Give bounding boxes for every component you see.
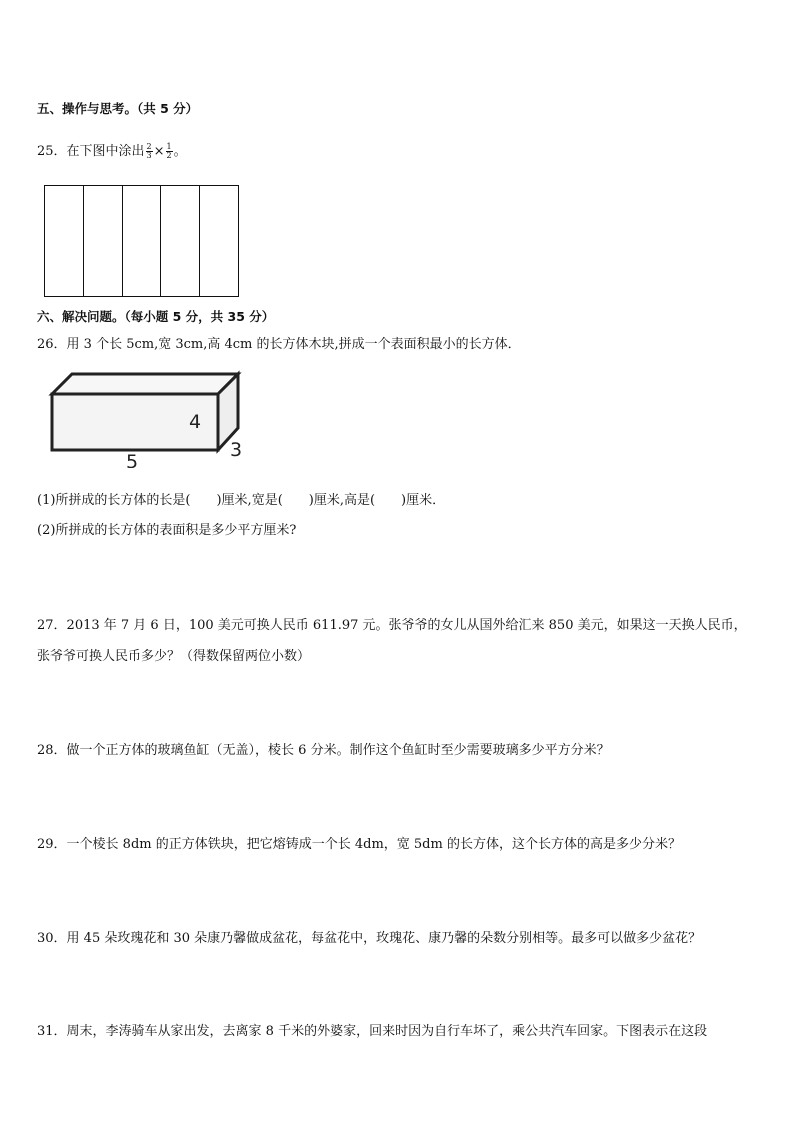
q25-prefix: 25．在下图中涂出 [37,144,145,159]
question-26: 26．用 3 个长 5cm,宽 3cm,高 4cm 的长方体木块,拼成一个表面积最小的长方体． [37,337,521,352]
depth-label: 3 [230,439,243,461]
times-sign: × [153,144,165,159]
question-28: 28．做一个正方体的玻璃鱼缸（无盖），棱长 6 分米。制作这个鱼缸时至少需要玻璃多少平方分米？ [37,743,610,758]
question-25 [37,140,187,160]
section-6-title: 六、解决问题。（每小题 5 分，共 35 分） [37,309,275,324]
question-26-part-2: (2)所拼成的长方体的表面积是多少平方厘米? [37,523,297,538]
fraction-numerator: 1 [166,142,172,151]
grid-cell [84,186,123,296]
question-29: 29．一个棱长 8dm 的正方体铁块，把它熔铸成一个长 4dm，宽 5dm 的长方体，这个长方体的高是多少分米？ [37,837,681,852]
section-5-title: 五、操作与思考。（共 5 分） [37,101,199,116]
question-30: 30．用 45 朵玫瑰花和 30 朵康乃馨做成盆花，每盆花中，玫瑰花、康乃馨的朵数分别相等。最多可以做多少盆花？ [37,931,702,946]
cuboid-top-face [52,374,238,394]
question-27-line-2: 张爷爷可换人民币多少？（得数保留两位小数） [37,649,311,664]
fraction-numerator: 2 [146,142,152,151]
question-27-line-1: 27．2013 年 7 月 6 日，100 美元可换人民币 611.97 元。张爷爷的女儿从国外给汇来 850 美元，如果这一天换人民币， [37,618,747,633]
fraction-denominator: 3 [146,151,152,160]
cuboid-figure [46,368,251,468]
q25-suffix: 。 [173,144,187,159]
fraction-denominator: 2 [166,151,172,160]
shading-grid [44,185,239,297]
fraction-two-thirds [146,143,153,160]
fraction-one-half [166,143,173,160]
grid-cell [45,186,84,296]
grid-cell [200,186,238,296]
grid-cell [123,186,162,296]
length-label: 5 [126,451,139,468]
question-26-part-1: (1)所拼成的长方体的长是( )厘米,宽是( )厘米,高是( )厘米． [37,493,446,508]
cuboid-drawing [46,368,251,468]
question-31: 31．周末，李涛骑车从家出发，去离家 8 千米的外婆家，回来时因为自行车坏了，乘公共汽车回家。下图表示在这段 [37,1024,708,1039]
grid-cell [161,186,200,296]
height-label: 4 [189,411,202,433]
